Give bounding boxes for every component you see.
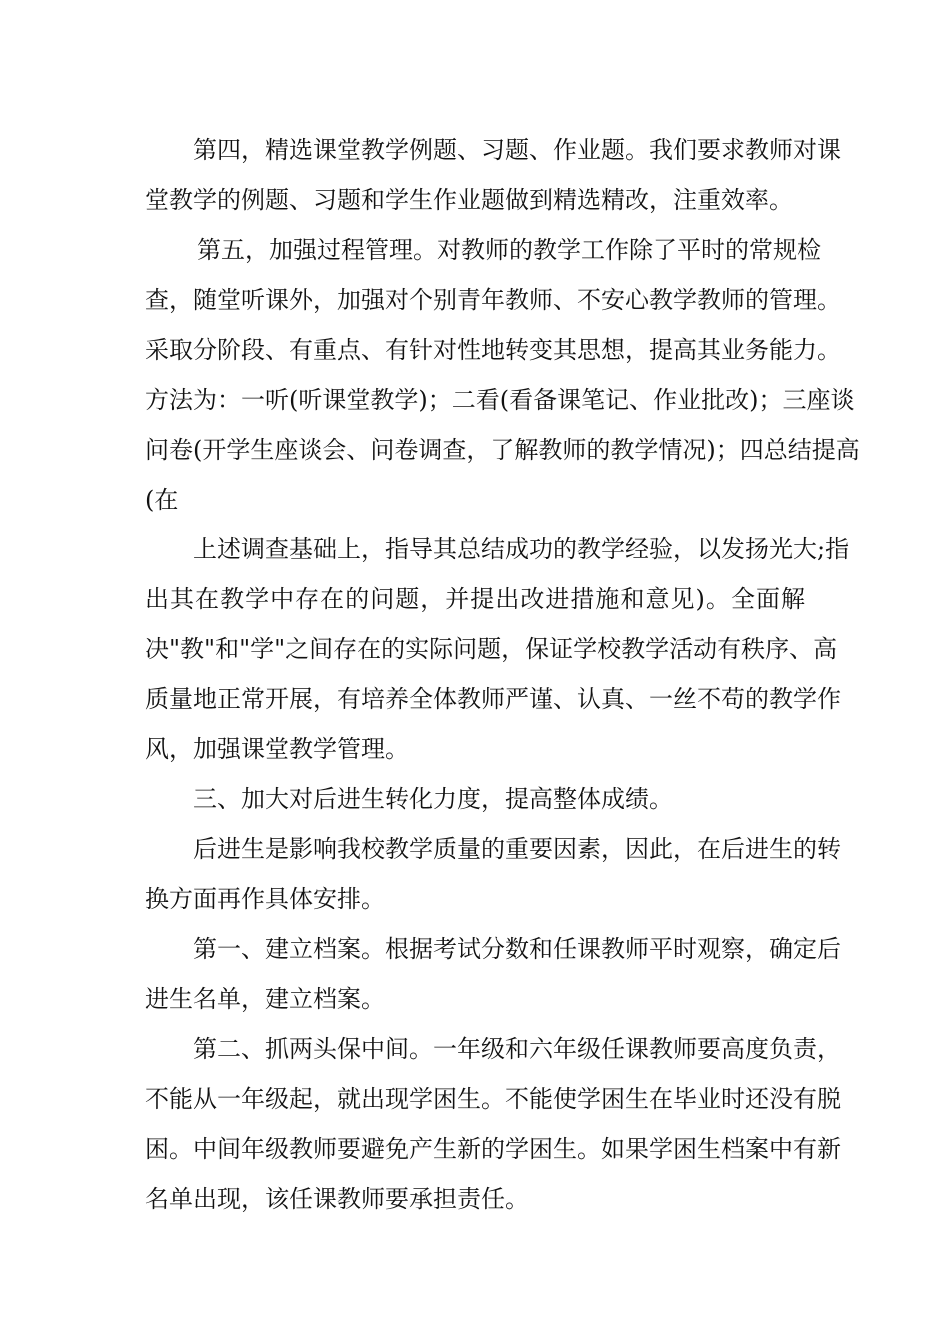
text-line: 换方面再作具体安排。	[145, 885, 385, 913]
text-line: 采取分阶段、有重点、有针对性地转变其思想，提高其业务能力。	[145, 336, 841, 364]
text-line: 堂教学的例题、习题和学生作业题做到精选精改，注重效率。	[145, 186, 793, 214]
text-line: 第四，精选课堂教学例题、习题、作业题。我们要求教师对课	[193, 136, 841, 164]
text-line: 风，加强课堂教学管理。	[145, 735, 409, 763]
text-line: (在	[145, 486, 179, 514]
text-line: 查，随堂听课外，加强对个别青年教师、不安心教学教师的管理。	[145, 286, 841, 314]
text-line: 第五，加强过程管理。对教师的教学工作除了平时的常规检	[197, 236, 821, 264]
text-line: 名单出现，该任课教师要承担责任。	[145, 1185, 529, 1213]
text-line: 决"教"和"学"之间存在的实际问题，保证学校教学活动有秩序、高	[145, 635, 838, 663]
text-line: 出其在教学中存在的问题，并提出改进措施和意见)。全面解	[145, 585, 805, 613]
text-line: 不能从一年级起，就出现学困生。不能使学困生在毕业时还没有脱	[145, 1085, 841, 1113]
text-line: 进生名单，建立档案。	[145, 985, 385, 1013]
text-line: 第二、抓两头保中间。一年级和六年级任课教师要高度负责，	[193, 1035, 841, 1063]
text-line: 上述调查基础上，指导其总结成功的教学经验，以发扬光大;指	[193, 535, 850, 563]
text-line: 质量地正常开展，有培养全体教师严谨、认真、一丝不苟的教学作	[145, 685, 841, 713]
text-line: 问卷(开学生座谈会、问卷调查，了解教师的教学情况)；四总结提高	[145, 436, 860, 464]
text-line: 困。中间年级教师要避免产生新的学困生。如果学困生档案中有新	[145, 1135, 841, 1163]
text-line: 后进生是影响我校教学质量的重要因素，因此，在后进生的转	[193, 835, 841, 863]
text-line: 第一、建立档案。根据考试分数和任课教师平时观察，确定后	[193, 935, 841, 963]
section-heading: 三、加大对后进生转化力度，提高整体成绩。	[193, 785, 673, 813]
text-line: 方法为：一听(听课堂教学)；二看(看备课笔记、作业批改)；三座谈	[145, 386, 855, 414]
